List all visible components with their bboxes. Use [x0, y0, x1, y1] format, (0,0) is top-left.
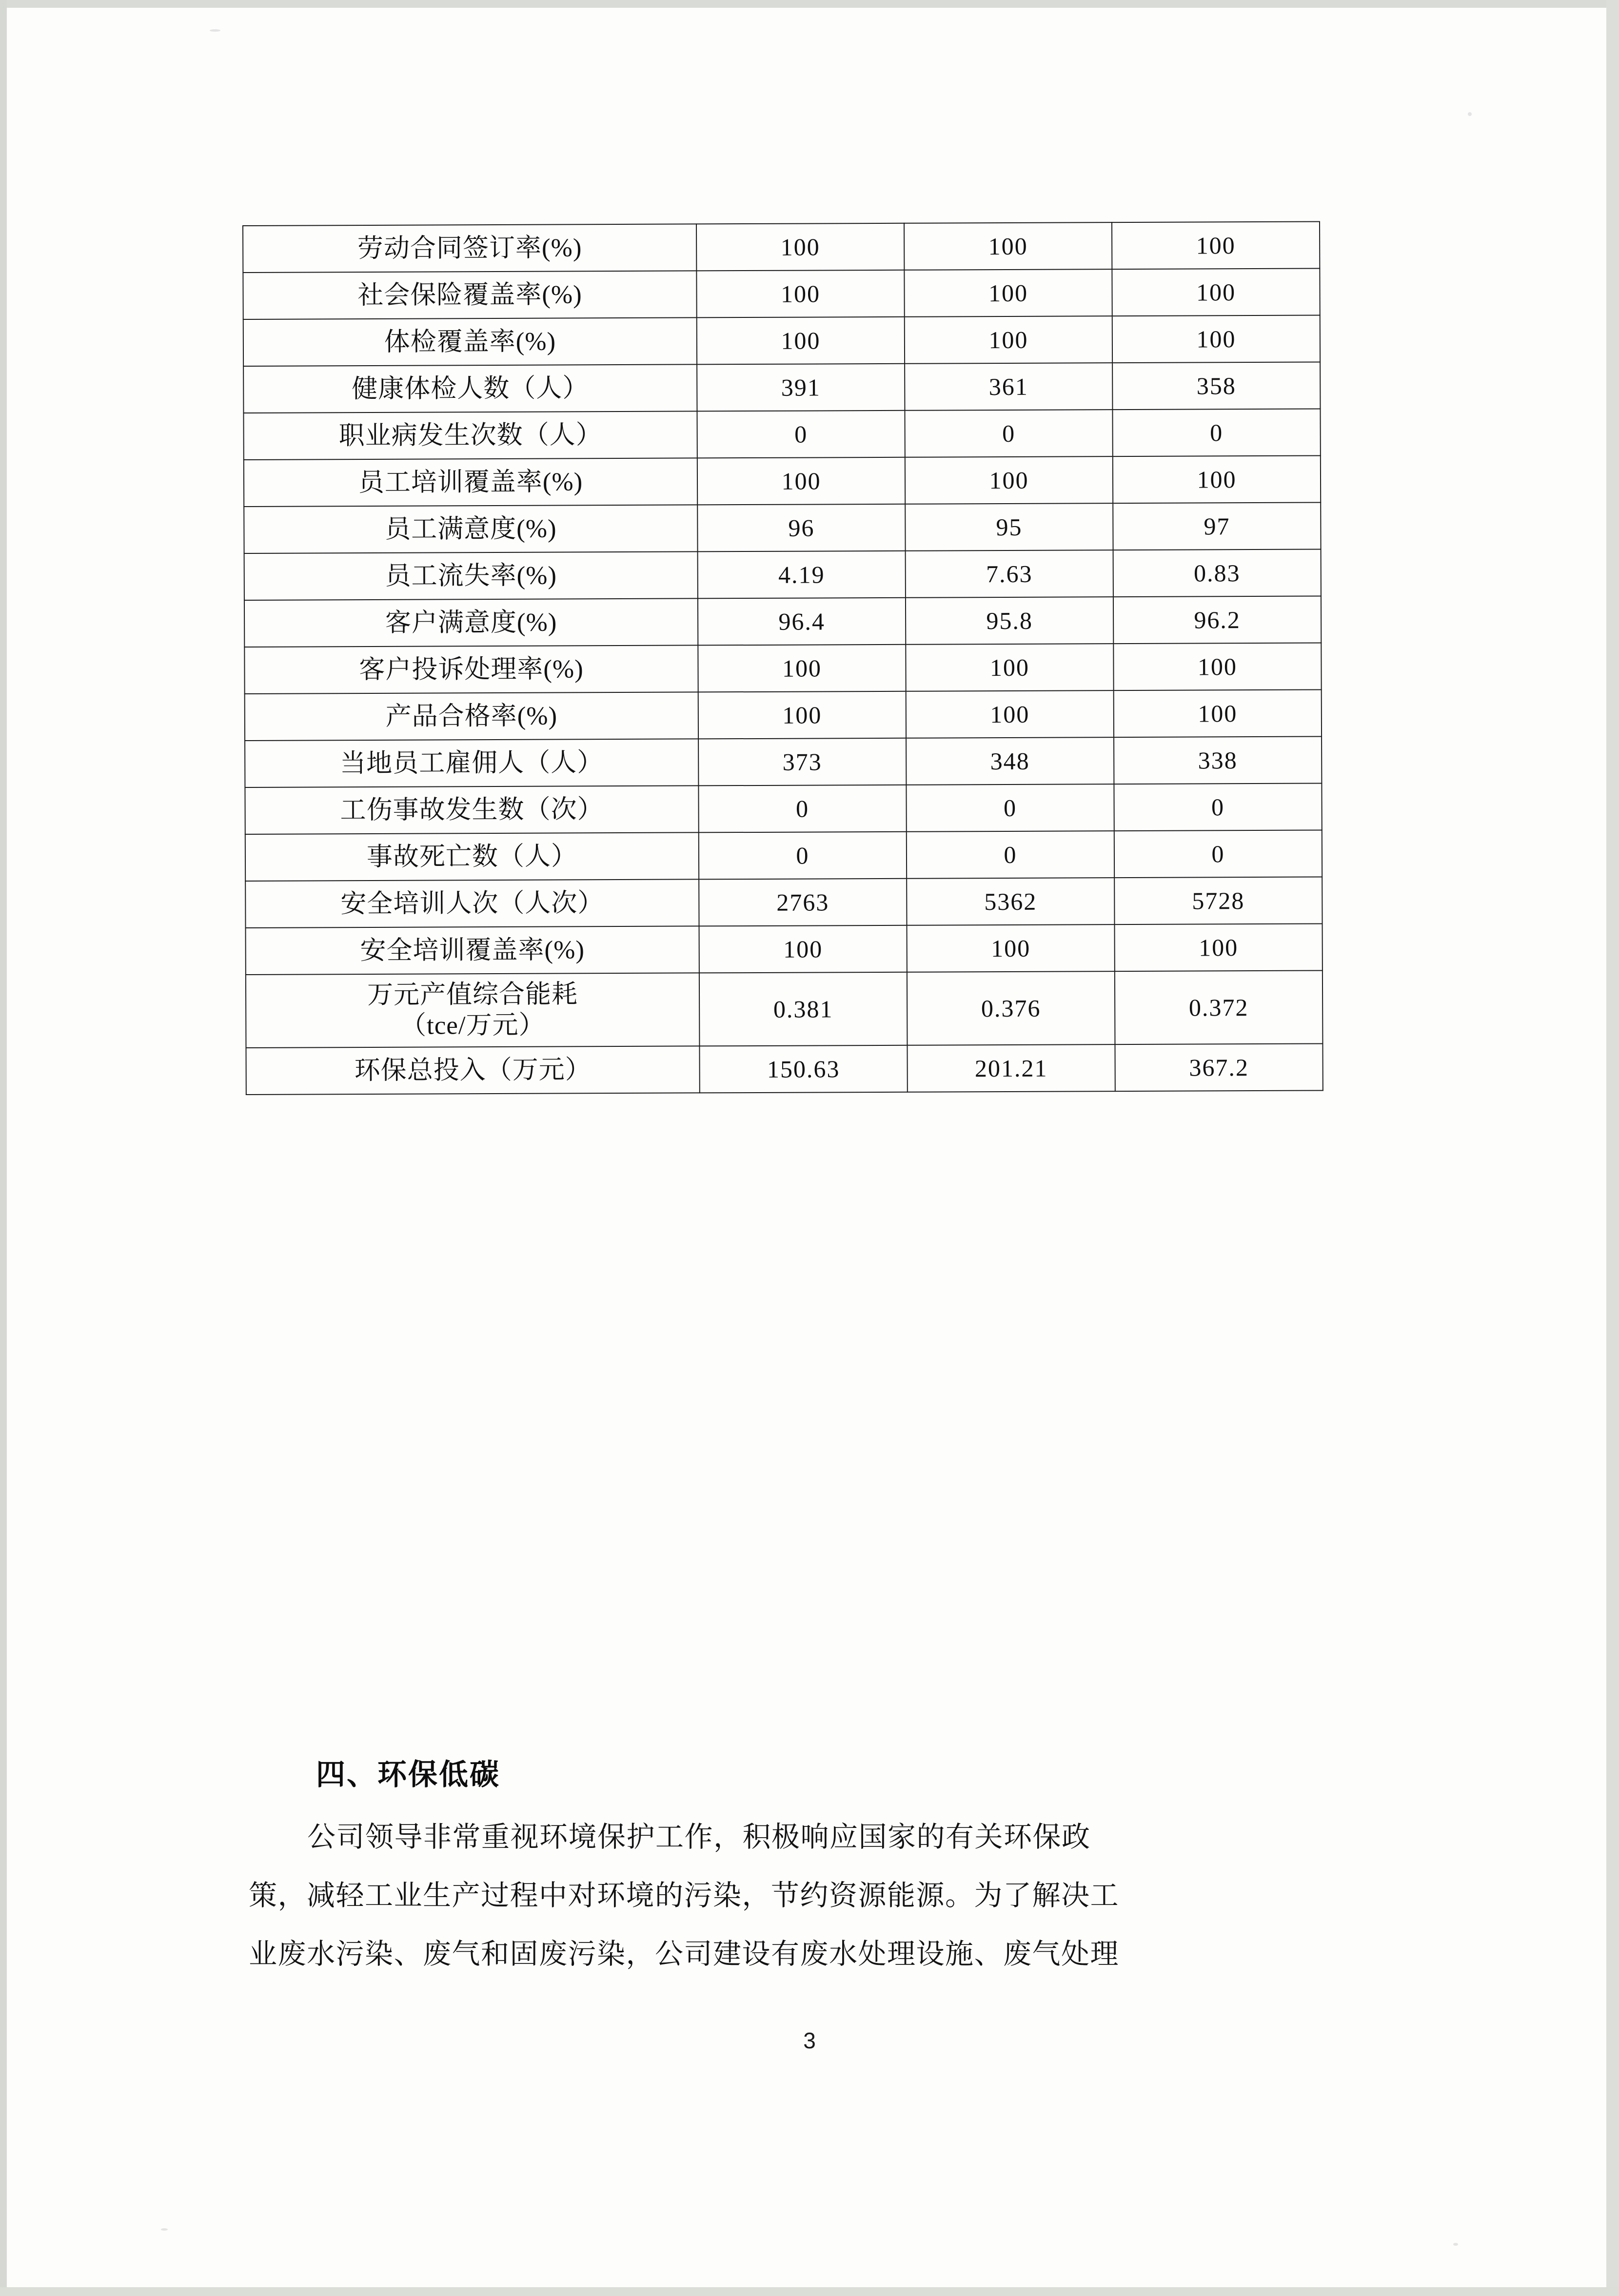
metric-value-cell: 348: [906, 737, 1114, 785]
metric-value-cell: 100: [1115, 924, 1323, 972]
metric-value-cell: 100: [696, 270, 904, 318]
table-row: [245, 737, 1322, 787]
table-row: [243, 362, 1320, 413]
metric-value-cell: 0: [699, 832, 907, 880]
metric-label-cell: 体检覆盖率(%): [243, 317, 697, 366]
metric-value-cell: 0: [906, 784, 1114, 832]
table-row: [244, 549, 1321, 600]
table-row: [243, 409, 1320, 460]
table-row: [245, 877, 1322, 928]
metric-label-cell: 职业病发生次数（人）: [243, 411, 697, 460]
metric-value-cell: 100: [1114, 690, 1322, 738]
metric-value-cell: 96.4: [698, 598, 906, 646]
paragraph-line: 公司领导非常重视环境保护工作，积极响应国家的有关环保政: [307, 1821, 1091, 1853]
metric-label-cell: 健康体检人数（人）: [243, 364, 697, 413]
metric-value-cell: 100: [698, 691, 906, 739]
metric-value-cell: 0.376: [907, 971, 1115, 1045]
metric-value-cell: 0: [905, 410, 1112, 457]
metric-value-cell: 0.381: [699, 972, 908, 1046]
body-paragraph: [249, 1808, 1380, 1983]
table-row: [246, 924, 1323, 975]
metric-value-cell: 100: [904, 269, 1112, 317]
metric-value-cell: 100: [1113, 643, 1321, 691]
metric-label-cell: 员工流失率(%): [244, 551, 698, 600]
metric-value-cell: 201.21: [907, 1044, 1115, 1092]
metric-value-cell: 100: [905, 456, 1113, 504]
metric-value-cell: 0: [698, 785, 906, 833]
metric-value-cell: 150.63: [699, 1045, 907, 1093]
metric-value-cell: 367.2: [1115, 1044, 1323, 1092]
metric-value-cell: 0: [907, 831, 1114, 879]
metric-label-cell: 劳动合同签订率(%): [243, 224, 696, 273]
paragraph-line: 业废水污染、废气和固废污染，公司建设有废水处理设施、废气处理: [249, 1938, 1120, 1970]
metric-value-cell: 100: [697, 457, 905, 505]
metric-value-cell: 5728: [1114, 877, 1322, 925]
metric-value-cell: 391: [697, 364, 905, 412]
metric-value-cell: 96: [697, 504, 905, 552]
metric-value-cell: 0: [1114, 784, 1322, 831]
metric-label-cell: 当地员工雇佣人（人）: [245, 739, 698, 787]
metric-label-cell: 安全培训人次（人次）: [245, 879, 699, 928]
metric-label-cell: 产品合格率(%): [245, 692, 698, 741]
metric-label-cell: 员工培训覆盖率(%): [244, 458, 697, 507]
metric-label-cell: 客户满意度(%): [244, 598, 698, 647]
metric-value-cell: 96.2: [1113, 596, 1321, 644]
metric-value-cell: 100: [1113, 456, 1321, 504]
metric-value-cell: 373: [698, 738, 906, 786]
table-row: [246, 971, 1323, 1048]
metric-value-cell: 0.83: [1113, 549, 1321, 597]
paragraph-line: 策，减轻工业生产过程中对环境的污染，节约资源能源。为了解决工: [249, 1880, 1120, 1911]
table-row: [244, 456, 1321, 507]
metric-value-cell: 97: [1113, 503, 1321, 550]
metric-value-cell: 100: [1112, 315, 1320, 363]
table-row: [244, 503, 1321, 553]
metric-value-cell: 100: [1112, 269, 1320, 316]
metric-value-cell: 100: [1112, 222, 1320, 270]
table-row: [244, 643, 1321, 694]
page-number: 3: [803, 2028, 816, 2053]
metric-value-cell: 7.63: [906, 550, 1113, 598]
table-row: [243, 222, 1320, 273]
metrics-table-container: [242, 225, 1320, 1095]
metric-label-cell: 环保总投入（万元）: [246, 1046, 699, 1095]
metric-value-cell: 338: [1114, 737, 1322, 785]
metric-value-cell: 100: [907, 924, 1115, 972]
metric-value-cell: 100: [696, 223, 904, 271]
metric-value-cell: 100: [904, 222, 1112, 270]
table-row: [243, 269, 1320, 319]
sustainability-metrics-table: [242, 221, 1323, 1095]
table-row: [243, 315, 1320, 366]
metric-value-cell: 100: [697, 317, 905, 365]
metric-label-cell: 安全培训覆盖率(%): [246, 926, 699, 975]
metric-label-cell: 客户投诉处理率(%): [244, 645, 698, 694]
metric-value-cell: 95: [905, 503, 1113, 551]
table-row: [245, 830, 1322, 881]
metric-value-cell: 0: [1112, 409, 1320, 457]
table-row: [245, 784, 1322, 834]
metric-value-cell: 0: [697, 411, 905, 458]
metric-label-cell: 社会保险覆盖率(%): [243, 271, 696, 319]
table-row: [244, 596, 1321, 647]
section-heading: 四、环保低碳: [316, 1758, 500, 1791]
metric-label-cell: 事故死亡数（人）: [245, 832, 699, 881]
metric-value-cell: 4.19: [698, 551, 906, 599]
metric-value-cell: 100: [905, 316, 1112, 364]
metric-value-cell: 100: [699, 925, 907, 973]
metric-value-cell: 0: [1114, 830, 1322, 878]
metric-label-cell: 员工满意度(%): [244, 505, 697, 553]
table-row: [246, 1044, 1323, 1095]
metric-value-cell: 361: [905, 363, 1112, 411]
metric-value-cell: 5362: [907, 878, 1114, 925]
metric-label-cell: 工伤事故发生数（次）: [245, 785, 698, 834]
metric-value-cell: 100: [698, 645, 906, 692]
metric-value-cell: 0.372: [1115, 971, 1323, 1045]
metric-value-cell: 95.8: [906, 597, 1113, 645]
metric-value-cell: 100: [906, 644, 1113, 691]
metric-label-cell: 万元产值综合能耗 （tce/万元）: [246, 973, 700, 1048]
metric-value-cell: 358: [1112, 362, 1320, 410]
metric-value-cell: 2763: [699, 879, 907, 926]
metric-value-cell: 100: [906, 690, 1114, 738]
table-row: [245, 690, 1322, 741]
